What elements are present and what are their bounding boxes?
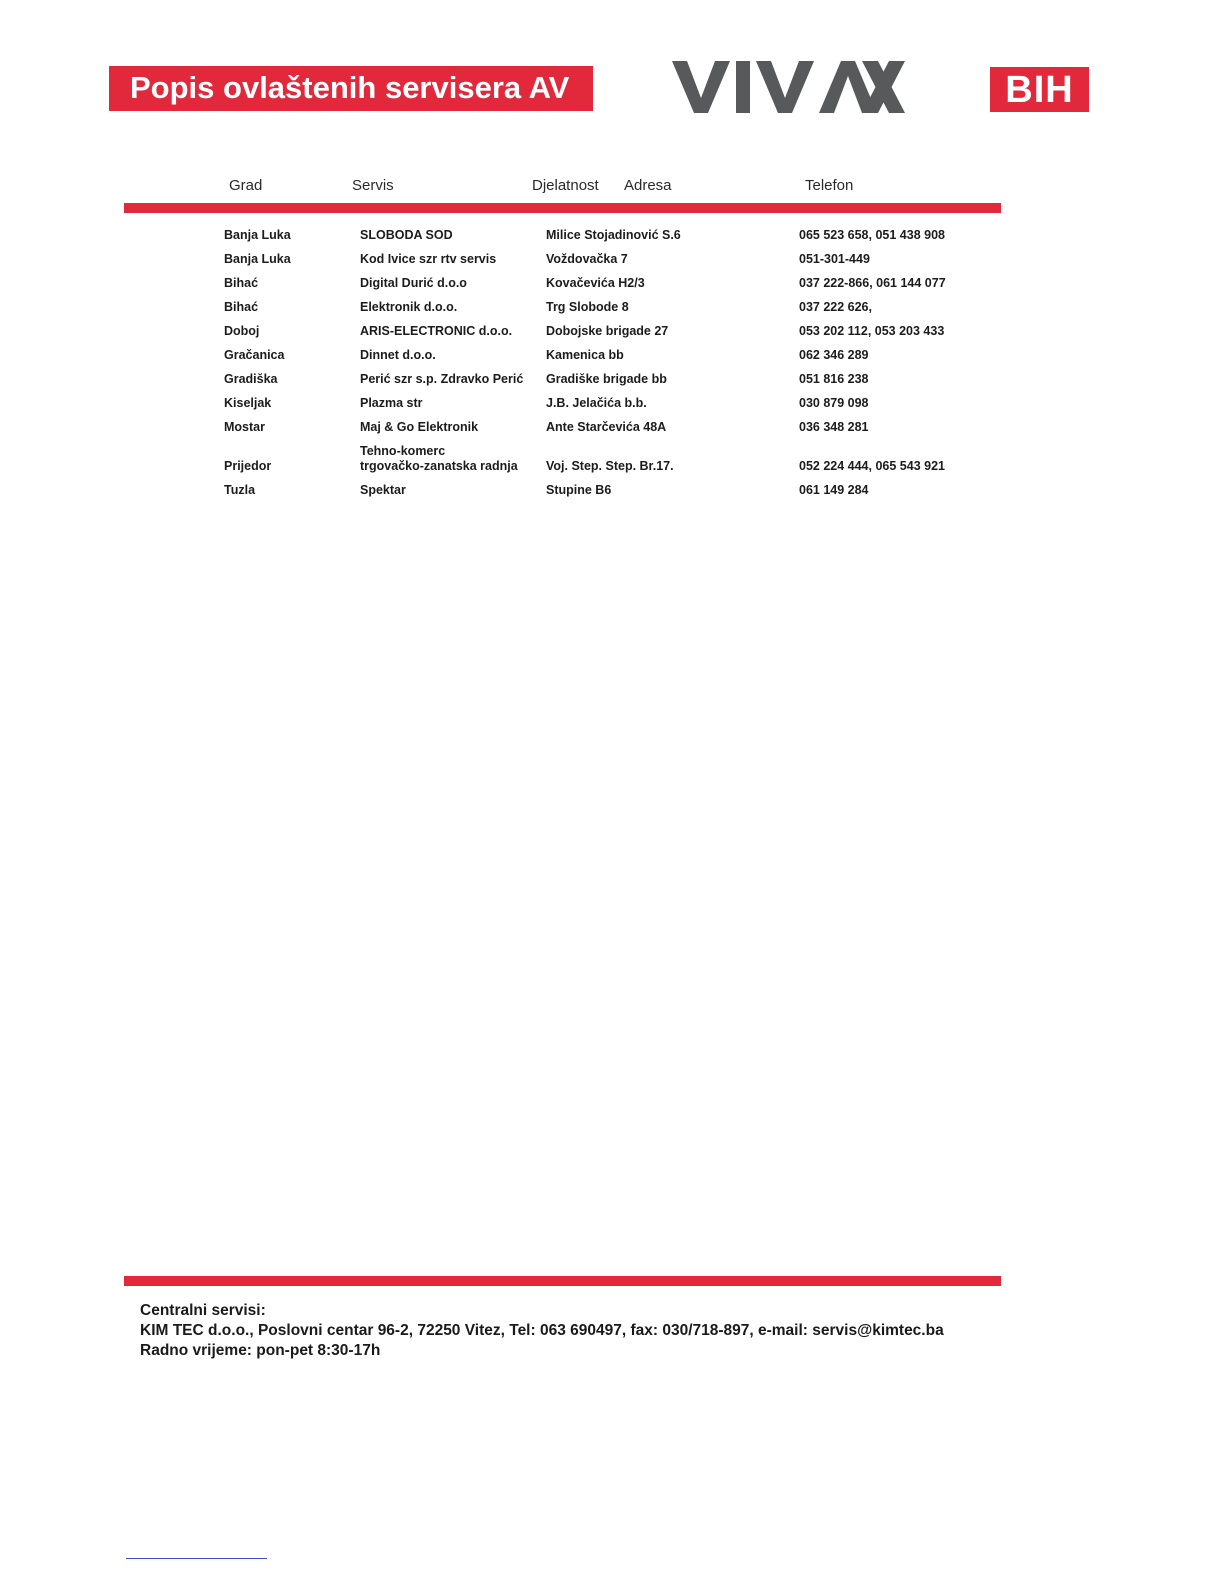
cell-grad: Mostar — [224, 420, 265, 434]
cell-telefon: 036 348 281 — [799, 420, 869, 434]
cell-adresa: J.B. Jelačića b.b. — [546, 396, 647, 410]
country-badge: BIH — [990, 67, 1089, 112]
cell-adresa: Dobojske brigade 27 — [546, 324, 669, 338]
cell-telefon: 037 222-866, 061 144 077 — [799, 276, 946, 290]
cell-telefon: 051 816 238 — [799, 372, 869, 386]
cell-grad: Banja Luka — [224, 228, 291, 242]
cell-adresa: Voj. Step. Step. Br.17. — [546, 459, 674, 473]
column-header-adresa: Adresa — [624, 177, 672, 194]
cell-adresa: Kamenica bb — [546, 348, 624, 362]
cell-grad: Gračanica — [224, 348, 285, 362]
cell-servis: Maj & Go Elektronik — [360, 420, 479, 434]
vivax-logo — [672, 60, 905, 114]
cell-adresa: Kovačevića H2/3 — [546, 276, 645, 290]
cell-adresa: Milice Stojadinović S.6 — [546, 228, 681, 242]
cell-servis: SLOBODA SOD — [360, 228, 453, 242]
cell-grad: Bihać — [224, 276, 259, 290]
cell-telefon: 052 224 444, 065 543 921 — [799, 459, 945, 473]
cell-grad: Tuzla — [224, 483, 256, 497]
cell-adresa: Gradiške brigade bb — [546, 372, 667, 386]
cell-grad: Kiseljak — [224, 396, 272, 410]
cell-servis-line2: trgovačko-zanatska radnja — [360, 459, 518, 473]
column-header-servis: Servis — [352, 177, 394, 194]
cell-telefon: 061 149 284 — [799, 483, 869, 497]
cell-grad: Gradiška — [224, 372, 278, 386]
cell-telefon: 062 346 289 — [799, 348, 869, 362]
cell-grad: Doboj — [224, 324, 260, 338]
cell-servis: Elektronik d.o.o. — [360, 300, 458, 314]
footnote-separator — [126, 1558, 267, 1559]
cell-adresa: Voždovačka 7 — [546, 252, 628, 266]
cell-grad: Prijedor — [224, 459, 272, 473]
cell-servis: Plazma str — [360, 396, 423, 410]
cell-servis: Digital Durić d.o.o — [360, 276, 467, 290]
cell-adresa: Stupine B6 — [546, 483, 612, 497]
header-divider — [124, 203, 1001, 213]
column-header-telefon: Telefon — [805, 177, 854, 194]
cell-telefon: 053 202 112, 053 203 433 — [799, 324, 945, 338]
cell-grad: Bihać — [224, 300, 259, 314]
footer-contact: KIM TEC d.o.o., Poslovni centar 96-2, 72250 Vitez, Tel: 063 690497, fax: 030/718-897, e-mail: servis@kimtec.ba — [140, 1322, 944, 1339]
cell-grad: Banja Luka — [224, 252, 291, 266]
cell-adresa: Trg Slobode 8 — [546, 300, 629, 314]
footer-heading: Centralni servisi: — [140, 1302, 266, 1319]
footer-hours: Radno vrijeme: pon-pet 8:30-17h — [140, 1342, 381, 1359]
cell-servis: Spektar — [360, 483, 406, 497]
cell-servis-line1: Tehno-komerc — [360, 444, 446, 458]
cell-servis: ARIS-ELECTRONIC d.o.o. — [360, 324, 513, 338]
column-header-djelatnost: Djelatnost — [532, 177, 599, 194]
cell-servis: Dinnet d.o.o. — [360, 348, 436, 362]
cell-servis: Perić szr s.p. Zdravko Perić — [360, 372, 524, 386]
footer-divider — [124, 1276, 1001, 1286]
cell-telefon: 030 879 098 — [799, 396, 869, 410]
cell-telefon: 037 222 626, — [799, 300, 872, 314]
cell-telefon: 065 523 658, 051 438 908 — [799, 228, 945, 242]
central-service-info — [140, 1301, 944, 1361]
cell-adresa: Ante Starčevića 48A — [546, 420, 667, 434]
page-title: Popis ovlaštenih servisera AV — [109, 66, 593, 111]
cell-servis: Kod Ivice szr rtv servis — [360, 252, 497, 266]
cell-telefon: 051-301-449 — [799, 252, 870, 266]
column-header-grad: Grad — [229, 177, 263, 194]
